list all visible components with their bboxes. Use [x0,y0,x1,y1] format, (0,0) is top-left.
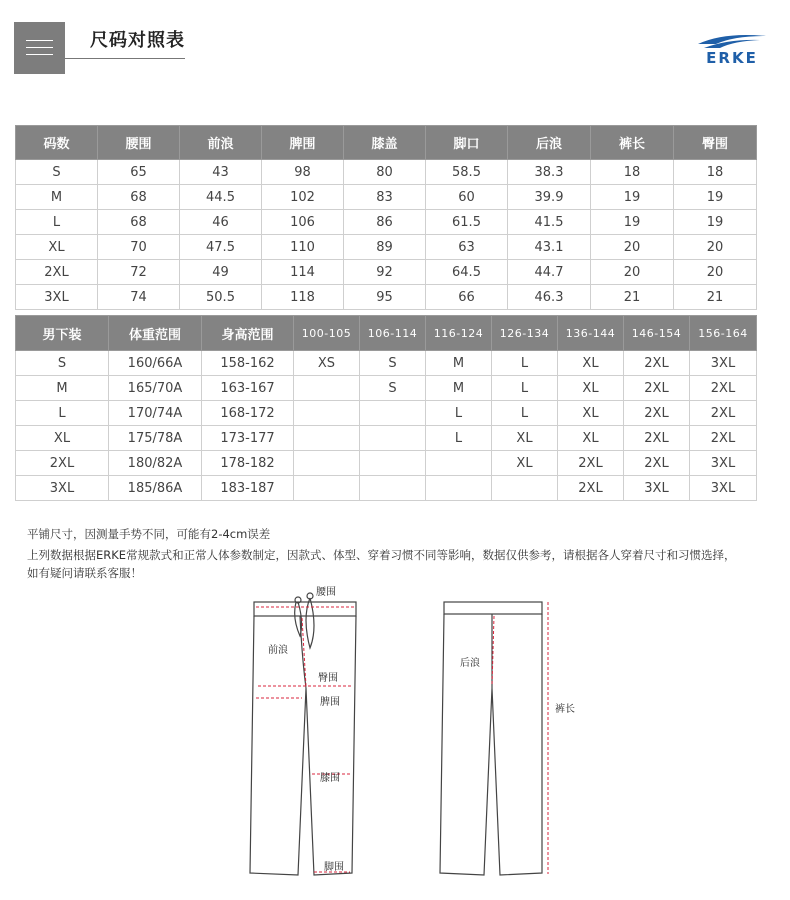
table-cell: 2XL [624,401,690,426]
column-header: 腰围 [98,126,180,160]
table-cell: XL [558,401,624,426]
table-row [16,451,757,476]
table-cell: 2XL [690,401,757,426]
table-cell: 3XL [690,476,757,501]
column-header: 106-114 [360,316,426,351]
table-cell: 3XL [16,285,98,310]
table-cell: 65 [98,160,180,185]
table-cell: XL [558,426,624,451]
column-header: 男下装 [16,316,109,351]
table-cell: 2XL [16,260,98,285]
table-cell: L [426,401,492,426]
table-cell: 2XL [690,376,757,401]
menu-icon[interactable] [14,22,65,74]
table-cell: 21 [674,285,757,310]
fit-table [15,315,757,501]
table-cell: 95 [344,285,426,310]
note-error-margin: 平铺尺寸，因测量手势不同，可能有2-4cm误差 [27,527,271,541]
table-cell: S [16,351,109,376]
table-cell: 64.5 [426,260,508,285]
size-table [15,125,757,310]
table-cell [294,376,360,401]
table-cell: M [426,376,492,401]
note-contact: 如有疑问请联系客服！ [27,566,142,580]
page-title: 尺码对照表 [90,30,185,51]
table-cell: 46 [180,210,262,235]
table-cell [360,451,426,476]
table-cell: 20 [591,235,674,260]
table-row [16,260,757,285]
table-cell: 3XL [624,476,690,501]
table-cell [426,476,492,501]
table-row [16,235,757,260]
label-thigh: 脾围 [320,697,340,708]
table-cell: L [492,351,558,376]
column-header: 100-105 [294,316,360,351]
table-cell: 2XL [558,476,624,501]
table-cell: 114 [262,260,344,285]
column-header: 前浪 [180,126,262,160]
table-cell [426,451,492,476]
table-cell: 180/82A [109,451,202,476]
table-cell: S [360,376,426,401]
table-cell: 118 [262,285,344,310]
table-row [16,210,757,235]
table-cell: 2XL [558,451,624,476]
table-cell: 178-182 [202,451,294,476]
table-cell: 74 [98,285,180,310]
table-cell: 50.5 [180,285,262,310]
table-cell: 46.3 [508,285,591,310]
table-cell: 183-187 [202,476,294,501]
table-cell: 2XL [624,451,690,476]
table-cell: XL [16,426,109,451]
table-cell: L [492,401,558,426]
table-cell [294,476,360,501]
table-cell: 2XL [690,426,757,451]
table-cell: 20 [674,235,757,260]
column-header: 126-134 [492,316,558,351]
table-cell: 60 [426,185,508,210]
label-knee: 膝围 [320,773,340,784]
table-cell: 2XL [624,376,690,401]
column-header: 体重范围 [109,316,202,351]
label-front-rise: 前浪 [268,645,288,656]
table-cell: 2XL [16,451,109,476]
logo-text: ERKE [706,49,758,67]
table-cell: 80 [344,160,426,185]
table-cell: 173-177 [202,426,294,451]
table-row [16,185,757,210]
table-cell: 63 [426,235,508,260]
column-header: 码数 [16,126,98,160]
table-cell [294,401,360,426]
table-cell: L [492,376,558,401]
table-cell: 20 [674,260,757,285]
table-cell: 165/70A [109,376,202,401]
table-cell: 20 [591,260,674,285]
table-cell: 47.5 [180,235,262,260]
table-cell: 3XL [690,351,757,376]
table-cell: 175/78A [109,426,202,451]
table-cell: 58.5 [426,160,508,185]
logo-wing-icon [694,30,770,50]
table-cell: 66 [426,285,508,310]
column-header: 脚口 [426,126,508,160]
table-cell: S [360,351,426,376]
table-cell: 83 [344,185,426,210]
table-cell [294,451,360,476]
table-cell: 49 [180,260,262,285]
table-cell: 44.5 [180,185,262,210]
table-cell: XL [558,351,624,376]
table-cell [294,426,360,451]
table-cell: 168-172 [202,401,294,426]
table-cell: S [16,160,98,185]
table-cell: 19 [674,210,757,235]
table-cell: 160/66A [109,351,202,376]
table-cell: M [16,185,98,210]
table-cell [492,476,558,501]
table-cell: 72 [98,260,180,285]
table-cell: L [426,426,492,451]
table-cell: 110 [262,235,344,260]
column-header: 身高范围 [202,316,294,351]
column-header: 膝盖 [344,126,426,160]
table-cell: 21 [591,285,674,310]
table-cell: 68 [98,210,180,235]
table-cell: 163-167 [202,376,294,401]
column-header: 后浪 [508,126,591,160]
table-row [16,160,757,185]
table-cell: XL [492,426,558,451]
table-cell: 19 [591,185,674,210]
table-cell: 18 [674,160,757,185]
pants-outline-icon [230,578,590,888]
fit-table-header [16,316,757,351]
column-header: 脾围 [262,126,344,160]
table-cell: 44.7 [508,260,591,285]
table-cell: L [16,401,109,426]
table-cell: 89 [344,235,426,260]
table-cell: 3XL [690,451,757,476]
table-cell: 43 [180,160,262,185]
note-disclaimer: 上列数据根据ERKE常规款式和正常人体参数制定，因款式、体型、穿着习惯不同等影响，数据仅供参考，请根据各人穿着尺寸和习惯选择， [27,548,736,562]
column-header: 裤长 [591,126,674,160]
table-cell: XL [492,451,558,476]
label-back-rise: 后浪 [460,658,480,669]
table-cell: 19 [591,210,674,235]
table-cell: XS [294,351,360,376]
table-cell [360,426,426,451]
table-cell: 86 [344,210,426,235]
label-hip: 臀围 [318,673,338,684]
table-cell: 61.5 [426,210,508,235]
table-cell: 170/74A [109,401,202,426]
column-header: 156-164 [690,316,757,351]
table-cell: 106 [262,210,344,235]
table-cell: XL [558,376,624,401]
table-cell: 38.3 [508,160,591,185]
table-cell: 3XL [16,476,109,501]
title-underline [65,58,185,59]
table-row [16,351,757,376]
table-row [16,376,757,401]
brand-logo [694,30,770,70]
table-cell: 2XL [624,426,690,451]
table-cell: 185/86A [109,476,202,501]
table-cell: 2XL [624,351,690,376]
label-length: 裤长 [555,704,575,715]
column-header: 116-124 [426,316,492,351]
table-cell: 102 [262,185,344,210]
table-cell: 43.1 [508,235,591,260]
column-header: 146-154 [624,316,690,351]
label-leg-opening: 脚围 [324,862,344,873]
table-cell: 70 [98,235,180,260]
table-row [16,285,757,310]
table-cell: 92 [344,260,426,285]
table-cell: 41.5 [508,210,591,235]
table-cell: L [16,210,98,235]
table-cell: 68 [98,185,180,210]
table-cell: 158-162 [202,351,294,376]
column-header: 臀围 [674,126,757,160]
table-cell: 19 [674,185,757,210]
table-cell: XL [16,235,98,260]
table-cell: M [16,376,109,401]
table-cell: 39.9 [508,185,591,210]
table-cell: 18 [591,160,674,185]
table-row [16,476,757,501]
label-waist: 腰围 [316,587,336,598]
table-row [16,426,757,451]
table-row [16,401,757,426]
table-cell [360,401,426,426]
column-header: 136-144 [558,316,624,351]
table-cell [360,476,426,501]
size-table-header [16,126,757,160]
table-cell: 98 [262,160,344,185]
measurement-diagram [230,578,590,888]
table-cell: M [426,351,492,376]
